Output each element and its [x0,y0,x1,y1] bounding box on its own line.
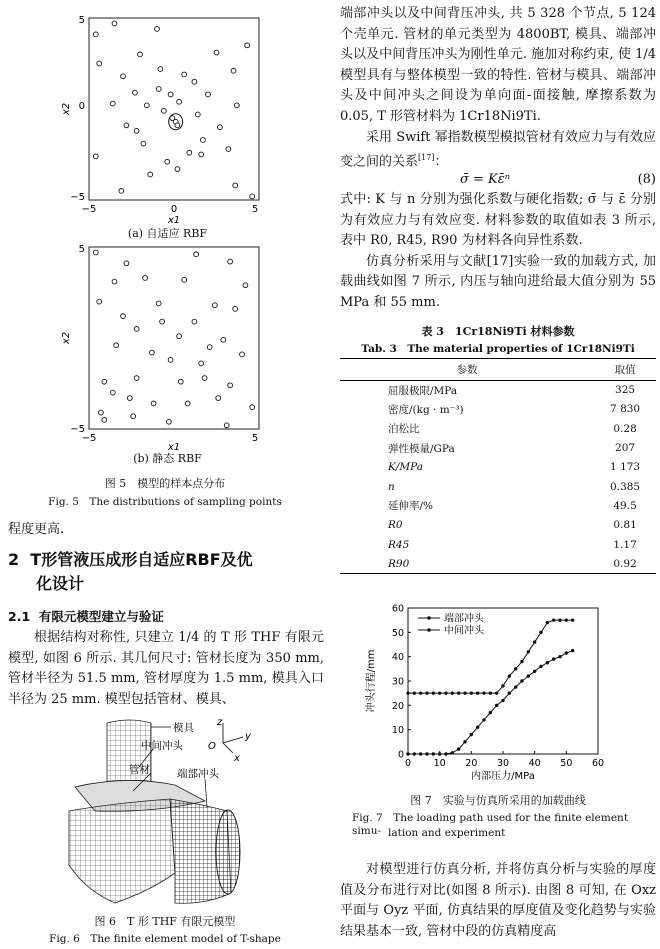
paragraph-swift-text: 采用 Swift 幂指数模型模拟管材有效应力与有效应变之间的关系 [340,129,656,170]
scatter-point [194,252,199,257]
table-cell-value: 49.5 [613,499,637,512]
scatter-point [185,401,190,406]
scatter-point [161,108,166,113]
fe-model-figure [55,715,275,911]
equation-expression: σ̄ = Kε̄ⁿ [460,172,510,187]
paragraph-model-text: 根据结构对称性, 只建立 1/4 的 T 形 THF 有限元模型, 如图 6 所示. 其几何尺寸: 管材长度为 350 mm, 管材半径为 51.5 mm, 管材厚度为 1.5 mm, 模具入口半径为 25 mm. 模型包括管材、模具、 [8,630,324,707]
legend-marker [427,628,431,632]
fig5b-caption: (b) 静态 RBF [133,452,202,465]
scatter-a-xlabel: x1 [167,215,181,225]
series-point [539,665,542,668]
series-point [565,618,568,621]
scatter-point [134,128,139,133]
scatter-point [243,283,248,288]
subsection-2-1-heading [8,607,164,625]
legend-label: 端部冲头 [444,613,484,625]
scatter-point [134,376,139,381]
table-row [340,438,656,457]
scatter-point [134,327,139,332]
fig7-caption-cn: 图 7 实验与仿真所采用的加载曲线 [410,794,586,807]
series-point [451,751,454,754]
table3-caption-cn: 表 3 1Cr18Ni9Ti 材料参数 [421,325,575,338]
series-point [552,657,555,660]
paragraph-top [340,4,656,173]
scatter-point [99,410,104,415]
scatter-b-xtick-left: −5 [81,433,97,444]
scatter-point [250,194,255,199]
series-point [463,691,466,694]
series-point [571,618,574,621]
table3-caption-en: Tab. 3 The material properties of 1Cr18Ni9Ti [361,343,635,355]
scatter-a-xtick-right: 5 [251,204,259,215]
scatter-b-ytick-bottom: −5 [70,424,85,435]
series-point [476,726,479,729]
series-point [558,618,561,621]
fig7-caption-en-line2: lation and experiment [388,827,506,839]
x-tick-label: 30 [496,758,510,769]
paragraph-params [340,190,656,314]
section-2-title-line1: T形管液压成形自适应RBF及优 [30,550,253,569]
series-point [406,691,409,694]
table-cell-param: 泊松比 [388,423,420,436]
scatter-point [177,334,182,339]
line-chart-legend [418,612,485,637]
table-cell-param: 延伸率/% [388,500,434,513]
table-row [340,419,656,438]
scatter-point [199,361,204,366]
scatter-point [93,154,98,159]
scatter-point [160,319,165,324]
scatter-point [224,423,229,428]
scatter-point [133,90,138,95]
scatter-point [110,390,115,395]
series-point [508,691,511,694]
y-tick-label: 50 [391,627,404,639]
table-cell-value: 325 [615,384,636,397]
subsection-2-1-title: 有限元模型建立与验证 [38,609,164,624]
table-row [340,554,656,573]
paragraph-top-text: 端部冲头以及中间背压冲头, 共 5 328 个节点, 5 124 个壳单元. 管材的单元类型为 4800BT, 模具、端部冲头以及中间背压冲头为刚性单元. 施加对称约束, 使 1/4 模型具有与整体模型一致的特性. 管材与模具、端部冲头及中间冲头之间设为单向面-面接触, 摩擦系数为 0.05, T 形管材料为 1Cr18Ni9Ti. [340,6,656,124]
table-row [340,496,656,515]
scatter-point [221,337,226,342]
scatter-point [127,396,132,401]
label-end-punch: 端部冲头 [177,768,219,780]
series-line-1 [408,651,573,754]
x-tick-label: 50 [560,758,573,769]
scatter-point [182,277,187,282]
scatter-point [124,123,129,128]
y-tick-label: 0 [397,749,404,761]
series-point [425,691,428,694]
series-point [546,621,549,624]
x-tick-label: 60 [591,758,605,769]
series-point [495,691,498,694]
paragraph-swift [340,128,656,174]
coordinate-axes [208,717,252,764]
series-point [539,631,542,634]
axis-y-label: y [245,731,251,742]
leader-end-punch [205,779,207,807]
series-point [470,733,473,736]
scatter-point [228,383,233,388]
series-point [425,752,428,755]
series-point [444,691,447,694]
scatter-point [214,50,219,55]
series-point [444,752,447,755]
scatter-point [97,299,102,304]
scatter-point [143,276,148,281]
scatter-point [178,379,183,384]
table-row [340,381,656,400]
table-row [340,535,656,554]
series-point [489,711,492,714]
scatter-b-marks [93,250,254,428]
paragraph-swift-ref: [17] [418,153,435,163]
series-point [514,667,517,670]
scatter-point [192,79,197,84]
scatter-a-frame [89,18,259,200]
scatter-a-xtick-left: −5 [81,204,97,215]
series-point [501,699,504,702]
series-point [406,752,409,755]
equation-number: (8) [637,172,656,187]
paragraph-tail: 程度更高. [8,522,65,537]
series-point [413,691,416,694]
scatter-point [148,172,153,177]
scatter-point [93,32,98,37]
scatter-point [141,141,146,146]
scatter-a-marks [93,21,254,199]
scatter-point [199,152,204,157]
fig6-caption-cn: 图 6 T 形 THF 有限元模型 [94,915,236,928]
fig5a-caption: (a) 自适应 RBF [127,227,208,240]
table-row [340,477,656,496]
scatter-point [250,405,255,410]
scatter-a-ylabel: x2 [61,102,72,116]
series-point [546,661,549,664]
paragraph-sim-text: 仿真分析采用与文献[17]实验一致的加载方式, 加载曲线如图 7 所示, 内压与轴向进给最大值分别为 55 MPa 和 55 mm. [340,253,656,310]
series-point [451,691,454,694]
paragraph-swift-end: ： [434,154,448,170]
scatter-point [156,301,161,306]
scatter-point [168,92,173,97]
scatter-point [245,43,250,48]
scatter-point [212,303,217,308]
scatter-point [216,396,221,401]
series-point [457,691,460,694]
series-point [476,691,479,694]
table-cell-value: 7 830 [610,403,641,416]
scatter-point [165,159,170,164]
table-header-param: 参数 [340,359,594,381]
scatter-point [192,319,197,324]
scatter-a-ytick-top: 5 [78,15,85,26]
tube-mesh [69,799,175,903]
scatter-b-ylabel: x2 [61,331,72,345]
scatter-point [121,74,126,79]
series-point [565,651,568,654]
scatter-point [195,112,200,117]
scatter-point [97,61,102,66]
series-point [470,691,473,694]
table-cell-value: 207 [615,442,636,455]
scatter-point [114,343,119,348]
scatter-point [235,103,240,108]
table-cell-value: 0.28 [613,422,637,435]
table-row [340,458,656,477]
scatter-point [218,125,223,130]
scatter-point [233,306,238,311]
series-point [482,691,485,694]
scatter-point [226,147,231,152]
scatter-point [131,414,136,419]
scatter-point [150,350,155,355]
equation-8 [340,170,656,192]
scatter-point [168,357,173,362]
table-header-value: 取值 [594,359,656,381]
label-tube: 管材 [129,764,150,776]
series-point [514,685,517,688]
scatter-b-xlabel: x1 [167,442,181,452]
scatter-point [156,87,161,92]
scatter-point [228,259,233,264]
scatter-point [175,167,180,172]
x-tick-label: 10 [433,758,446,769]
fig5-caption-en: Fig. 5 The distributions of sampling points [48,496,282,508]
fig5-caption-cn: 图 5 模型的样本点分布 [104,477,226,490]
table-cell-value: 0.81 [613,519,637,532]
series-point [558,655,561,658]
table-row [340,400,656,419]
scatter-b-ytick-top: 5 [78,244,85,255]
table-cell-param: K/MPa [388,461,423,474]
series-line-2 [408,620,573,693]
scatter-point [202,376,207,381]
label-middle-punch: 中间冲头 [141,740,183,752]
table-cell-param: 屈服极限/MPa [388,384,458,397]
series-point [571,649,574,652]
paragraph-bottom-text: 对模型进行仿真分析, 并将仿真分析与实验的厚度值及分布进行对比(如图 8 所示). 由图 8 可知, 在 Oxz 平面与 Oyz 平面, 仿真结果的厚度值及变化趋势与实验结果基本一致, 管材中段的仿真精度高 [340,862,656,939]
line-chart-ylabel: 冲头行程/mm [366,649,377,713]
section-2-heading [8,548,328,596]
scatter-adaptive-rbf [55,10,265,225]
scatter-point [175,123,180,128]
series-point [520,679,523,682]
series-point [495,704,498,707]
scatter-point [144,103,149,108]
table-cell-value: 1 173 [610,461,641,474]
y-tick-label: 30 [391,676,404,688]
series-point [501,684,504,687]
scatter-b-xtick-right: 5 [251,433,259,444]
scatter-point [112,279,117,284]
table-cell-param: R45 [388,538,410,551]
table-cell-value: 1.17 [613,538,637,551]
scatter-point [102,379,107,384]
scatter-b-frame [89,247,259,429]
scatter-static-rbf [55,242,265,452]
section-2-number: 2 [8,550,20,569]
scatter-point [121,314,126,319]
scatter-point [206,92,211,97]
table-cell-value: 0.385 [610,480,641,493]
scatter-point [240,352,245,357]
y-tick-label: 60 [391,603,404,615]
scatter-point [233,183,238,188]
scatter-point [158,67,163,72]
line-chart-xlabel: 内部压力/MPa [471,771,535,782]
paragraph-model [8,628,324,710]
series-point [432,752,435,755]
table-row [340,516,656,535]
table-cell-param: n [388,480,395,493]
scatter-point [231,68,236,73]
series-point [463,740,466,743]
scatter-point [124,261,129,266]
y-tick-label: 40 [391,652,404,664]
table-cell-param: 弹性模量/GPa [388,442,455,455]
series-point [432,691,435,694]
table-cell-param: 密度/(kg · m⁻³) [388,403,464,416]
legend-marker [427,616,431,620]
series-point [438,752,441,755]
paragraph-bottom [340,860,656,942]
loading-path-chart [360,600,610,788]
scatter-a-xtick-zero: 0 [170,204,178,215]
table3 [340,358,656,574]
scatter-point [207,345,212,350]
series-point [438,691,441,694]
series-point [457,747,460,750]
scatter-a-ytick-bottom: −5 [70,192,85,203]
scatter-point [110,101,115,106]
scatter-point [112,21,117,26]
scatter-point [177,99,182,104]
axis-x-label: x [234,753,240,764]
y-tick-label: 10 [391,725,404,737]
x-tick-label: 40 [528,758,541,769]
paragraph-params-text: 式中: K 与 n 分别为强化系数与硬化指数; σ̄ 与 ε̄ 分别为有效应力与有效应变. 材料参数的取值如表 3 所示, 表中 R0, R45, R90 为材料各向异性系数. [340,192,656,249]
end-punch-face [216,810,240,894]
scatter-point [138,52,143,57]
series-point [520,660,523,663]
scatter-point [167,419,172,424]
axis-origin-label: O [208,741,216,752]
table-cell-value: 0.92 [613,557,637,570]
table-cell-param: R90 [388,557,410,570]
x-tick-label: 20 [465,758,478,769]
series-point [533,640,536,643]
section-2-title-line2: 化设计 [36,574,85,593]
axis-x-line [223,743,233,753]
series-point [489,691,492,694]
series-point [419,752,422,755]
series-point [552,618,555,621]
y-tick-label: 20 [391,700,404,712]
table-header-row [340,359,656,381]
series-point [413,752,416,755]
scatter-point [187,150,192,155]
series-point [508,674,511,677]
die-cylinder [107,720,151,788]
scatter-a-ytick-zero: 0 [78,101,85,112]
scatter-point [119,189,124,194]
scatter-point [151,401,156,406]
series-point [527,650,530,653]
material-table [340,359,656,573]
axis-y-line [223,737,243,743]
fig7-caption-en-line1: Fig. 7 The loading path used for the finite element simu- [352,812,629,837]
scatter-point [93,250,98,255]
legend-label: 中间冲头 [444,625,484,637]
series-point [419,691,422,694]
subsection-2-1-number: 2.1 [8,609,31,624]
scatter-point [155,27,160,32]
series-point [533,670,536,673]
line-chart-marks [406,618,574,755]
table-cell-param: R0 [388,519,403,532]
series-point [482,718,485,721]
line-chart-axes [392,604,604,770]
scatter-point [102,418,107,423]
label-die: 模具 [173,722,194,734]
fig6-caption-en: Fig. 6 The finite element model of T-shape [49,933,281,945]
scatter-point [182,72,187,77]
axis-z-label: z [217,717,223,728]
scatter-point [201,138,206,143]
x-tick-label: 0 [404,758,412,769]
series-point [527,674,530,677]
